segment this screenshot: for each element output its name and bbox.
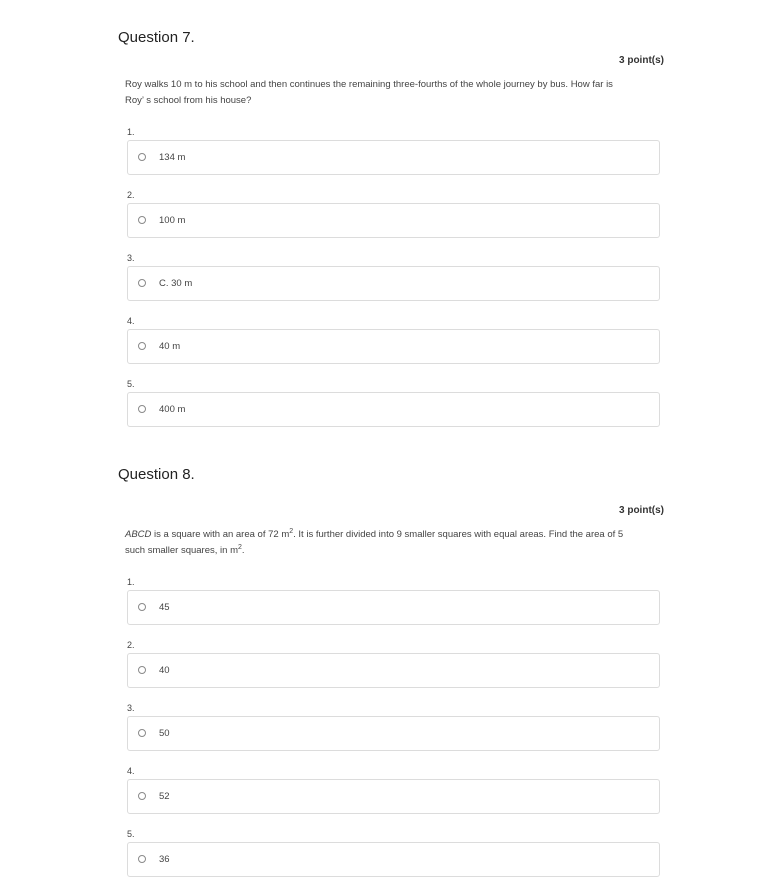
option-label: 50: [159, 728, 170, 739]
answer-option-group: [0, 700, 784, 763]
option-number: 1.: [127, 577, 135, 587]
answer-option-group: [0, 124, 784, 187]
answer-option[interactable]: [127, 842, 660, 877]
radio-button-icon[interactable]: [138, 855, 146, 863]
option-number: 3.: [127, 703, 135, 713]
option-label: C. 30 m: [159, 278, 193, 289]
option-label: 134 m: [159, 152, 186, 163]
option-label: 40: [159, 665, 170, 676]
answer-option-group: [0, 637, 784, 700]
radio-button-icon[interactable]: [138, 405, 146, 413]
radio-button-icon[interactable]: [138, 666, 146, 674]
answer-option-group: [0, 313, 784, 376]
question-text-fragment: such smaller squares, in m: [125, 545, 238, 556]
answer-option[interactable]: [127, 140, 660, 175]
question-points: 3 point(s): [619, 55, 664, 66]
question-text-fragment: . It is further divided into 9 smaller squares with equal areas. Find the area of 5: [293, 529, 624, 540]
radio-button-icon[interactable]: [138, 729, 146, 737]
answer-option[interactable]: [127, 266, 660, 301]
option-label: 36: [159, 854, 170, 865]
answer-option-group: [0, 826, 784, 889]
option-label: 100 m: [159, 215, 186, 226]
answer-option-group: [0, 187, 784, 250]
answer-options: [0, 124, 784, 439]
radio-button-icon[interactable]: [138, 603, 146, 611]
question-text-fragment: is a square with an area of 72 m: [151, 529, 290, 540]
question-text: [125, 527, 655, 559]
option-label: 400 m: [159, 404, 186, 415]
option-number: 1.: [127, 127, 135, 137]
answer-option-group: [0, 376, 784, 439]
answer-option[interactable]: [127, 203, 660, 238]
radio-button-icon[interactable]: [138, 342, 146, 350]
question-text: [125, 77, 655, 109]
radio-button-icon[interactable]: [138, 153, 146, 161]
option-label: 40 m: [159, 341, 181, 352]
answer-option-group: [0, 574, 784, 637]
question-text-line: Roy walks 10 m to his school and then continues the remaining three-fourths of the whole journey by bus. How far is: [125, 79, 613, 90]
answer-option-group: [0, 763, 784, 826]
option-number: 4.: [127, 316, 135, 326]
square-name: ABCD: [125, 529, 152, 540]
option-label: 52: [159, 791, 170, 802]
exponent: 2: [237, 544, 242, 551]
question-title: Question 8.: [118, 466, 195, 483]
answer-option-group: [0, 250, 784, 313]
answer-option[interactable]: [127, 653, 660, 688]
answer-option[interactable]: [127, 329, 660, 364]
option-number: 2.: [127, 190, 135, 200]
option-number: 2.: [127, 640, 135, 650]
option-label: 45: [159, 602, 170, 613]
question-points: 3 point(s): [619, 505, 664, 516]
exponent: 2: [289, 528, 294, 535]
radio-button-icon[interactable]: [138, 216, 146, 224]
question-text-line: Roy’ s school from his house?: [125, 95, 252, 106]
option-number: 5.: [127, 379, 135, 389]
option-number: 3.: [127, 253, 135, 263]
option-number: 5.: [127, 829, 135, 839]
answer-option[interactable]: [127, 716, 660, 751]
answer-option[interactable]: [127, 590, 660, 625]
radio-button-icon[interactable]: [138, 279, 146, 287]
question-text-fragment: .: [241, 545, 245, 556]
answer-option[interactable]: [127, 779, 660, 814]
answer-options: [0, 574, 784, 889]
answer-option[interactable]: [127, 392, 660, 427]
radio-button-icon[interactable]: [138, 792, 146, 800]
question-title: Question 7.: [118, 29, 195, 46]
option-number: 4.: [127, 766, 135, 776]
